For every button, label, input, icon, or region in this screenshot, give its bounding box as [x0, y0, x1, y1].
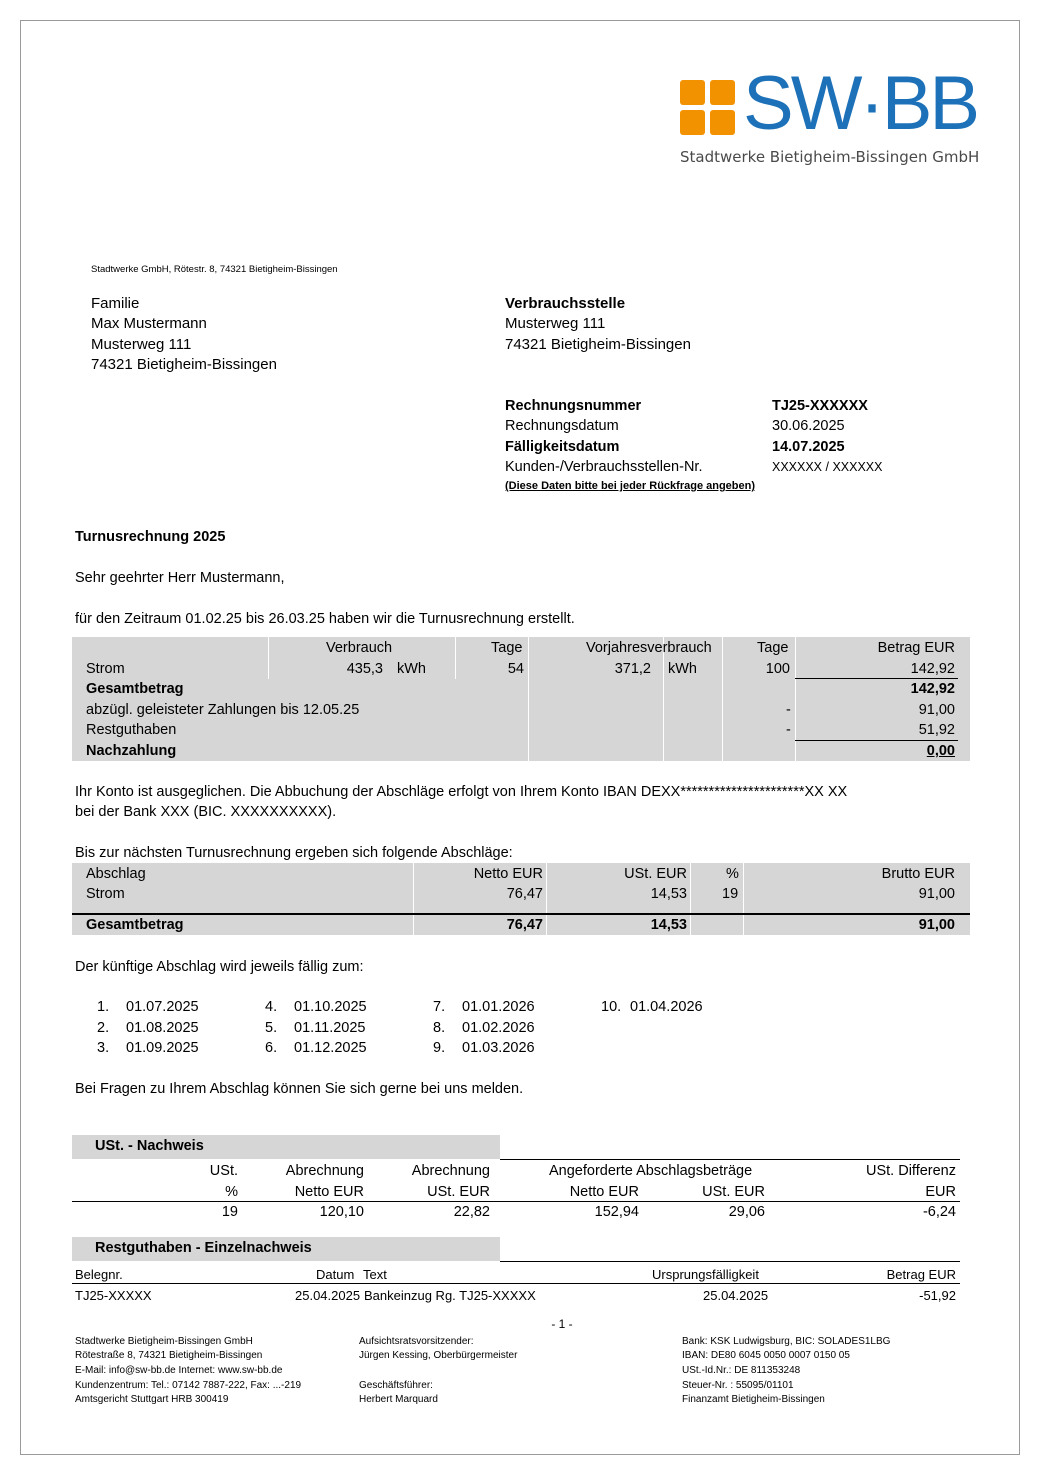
account-text-1: Ihr Konto ist ausgeglichen. Die Abbuchung der Abschläge erfolgt von Ihrem Konto IBAN DEXX**********************XX XX [75, 784, 848, 800]
sender-line: Stadtwerke GmbH, Rötestr. 8, 74321 Bietigheim-Bissingen [91, 264, 338, 275]
total-amount: 142,92 [910, 681, 955, 697]
list-item: 01.11.2025 [294, 1020, 366, 1036]
logo-subtitle: Stadtwerke Bietigheim-Bissingen GmbH [680, 148, 980, 166]
list-item: 01.07.2025 [126, 999, 199, 1015]
intro-text: für den Zeitraum 01.02.25 bis 26.03.25 haben wir die Turnusrechnung erstellt. [75, 611, 575, 627]
account-text-2: bei der Bank XXX (BIC. XXXXXXXXXX). [75, 804, 337, 820]
list-item: 01.10.2025 [294, 999, 367, 1015]
subject: Turnusrechnung 2025 [75, 529, 226, 545]
list-item: 01.04.2026 [630, 999, 703, 1015]
list-item: 01.12.2025 [294, 1040, 367, 1056]
list-item: 01.02.2026 [462, 1020, 535, 1036]
list-item: 01.08.2025 [126, 1020, 199, 1036]
customer-number: XXXXXX / XXXXXX [772, 460, 883, 474]
installment-total: 91,00 [918, 917, 955, 933]
salutation: Sehr geehrter Herr Mustermann, [75, 570, 285, 586]
logo-brand: SW·BB [743, 61, 978, 146]
due-dates-intro: Der künftige Abschlag wird jeweils fällig zum: [75, 959, 364, 975]
credit-detail-title: Restguthaben - Einzelnachweis [95, 1240, 312, 1256]
invoice-date: 30.06.2025 [772, 418, 845, 434]
installments-intro: Bis zur nächsten Turnusrechnung ergeben sich folgende Abschläge: [75, 845, 513, 861]
list-item: 01.01.2026 [462, 999, 535, 1015]
additional-payment: 0,00 [926, 743, 955, 759]
list-item: 01.09.2025 [126, 1040, 199, 1056]
vat-proof-title: USt. - Nachweis [95, 1138, 204, 1154]
due-date: 14.07.2025 [772, 439, 845, 455]
questions-text: Bei Fragen zu Ihrem Abschlag können Sie sich gerne bei uns melden. [75, 1081, 524, 1097]
list-item: 01.03.2026 [462, 1040, 535, 1056]
reference-note: (Diese Daten bitte bei jeder Rückfrage angeben) [505, 480, 756, 492]
invoice-number: TJ25-XXXXXX [772, 398, 868, 414]
page-number: - 1 - [551, 1317, 573, 1331]
